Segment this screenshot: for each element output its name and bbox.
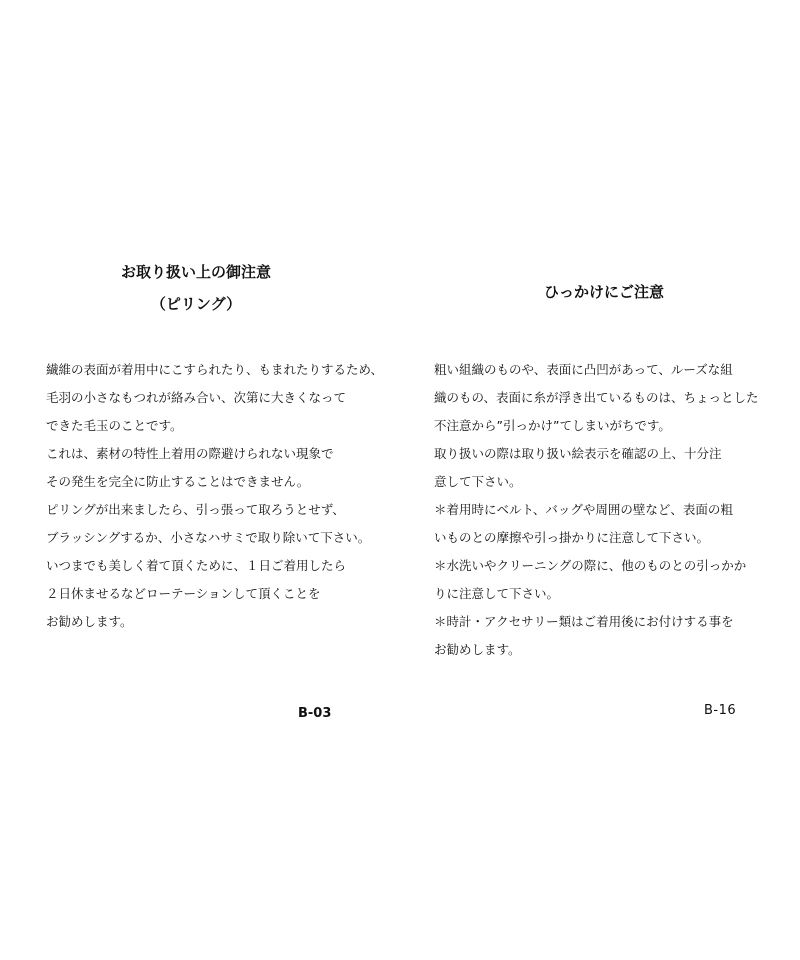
card-body — [434, 356, 774, 664]
body-line: 毛羽の小さなもつれが絡み合い、次第に大きくなって — [46, 390, 347, 405]
body-line: ＊水洗いやクリーニングの際に、他のものとの引っかか — [434, 558, 747, 573]
body-line: 織のもの、表面に糸が浮き出ているものは、ちょっとした — [434, 390, 759, 405]
card-title-line-1: お取り扱い上の御注意 — [120, 263, 271, 281]
body-line: いつまでも美しく着て頂くために、１日ご着用したら — [46, 558, 347, 573]
body-line: りに注意して下さい。 — [434, 586, 560, 601]
care-card-pilling — [46, 256, 386, 636]
body-line: 意して下さい。 — [434, 474, 522, 489]
body-line: ２日休ませるなどローテーションして頂くことを — [46, 586, 321, 601]
body-line: お勧めします。 — [46, 614, 133, 629]
card-code-left: B-03 — [298, 706, 332, 721]
card-body — [46, 356, 386, 636]
body-line: 繊維の表面が着用中にこすられたり、もまれたりするため、 — [46, 362, 384, 377]
card-title — [434, 276, 774, 308]
body-line: できた毛玉のことです。 — [46, 418, 183, 433]
body-line: 粗い組織のものや、表面に凸凹があって、ルーズな組 — [434, 362, 733, 377]
body-line: いものとの摩擦や引っ掛かりに注意して下さい。 — [434, 530, 710, 545]
body-line: ブラッシングするか、小さなハサミで取り除いて下さい。 — [46, 530, 371, 545]
card-title — [46, 256, 346, 320]
body-line: ピリングが出来ましたら、引っ張って取ろうとせず、 — [46, 502, 345, 517]
body-line: ＊時計・アクセサリー類はご着用後にお付けする事を — [434, 614, 734, 629]
body-line: 不注意から”引っかけ”てしまいがちです。 — [434, 418, 671, 433]
card-title-line-1: ひっかけにご注意 — [543, 283, 664, 301]
body-line: お勧めします。 — [434, 642, 521, 657]
card-title-line-2: （ピリング） — [150, 295, 242, 313]
body-line: ＊着用時にベルト、バッグや周囲の壁など、表面の粗 — [434, 502, 733, 517]
body-line: その発生を完全に防止することはできません。 — [46, 474, 310, 489]
card-code-right: B-16 — [704, 703, 737, 718]
body-line: 取り扱いの際は取り扱い絵表示を確認の上、十分注 — [434, 446, 722, 461]
body-line: これは、素材の特性上着用の際避けられない現象で — [46, 446, 334, 461]
care-card-snagging — [434, 276, 774, 664]
